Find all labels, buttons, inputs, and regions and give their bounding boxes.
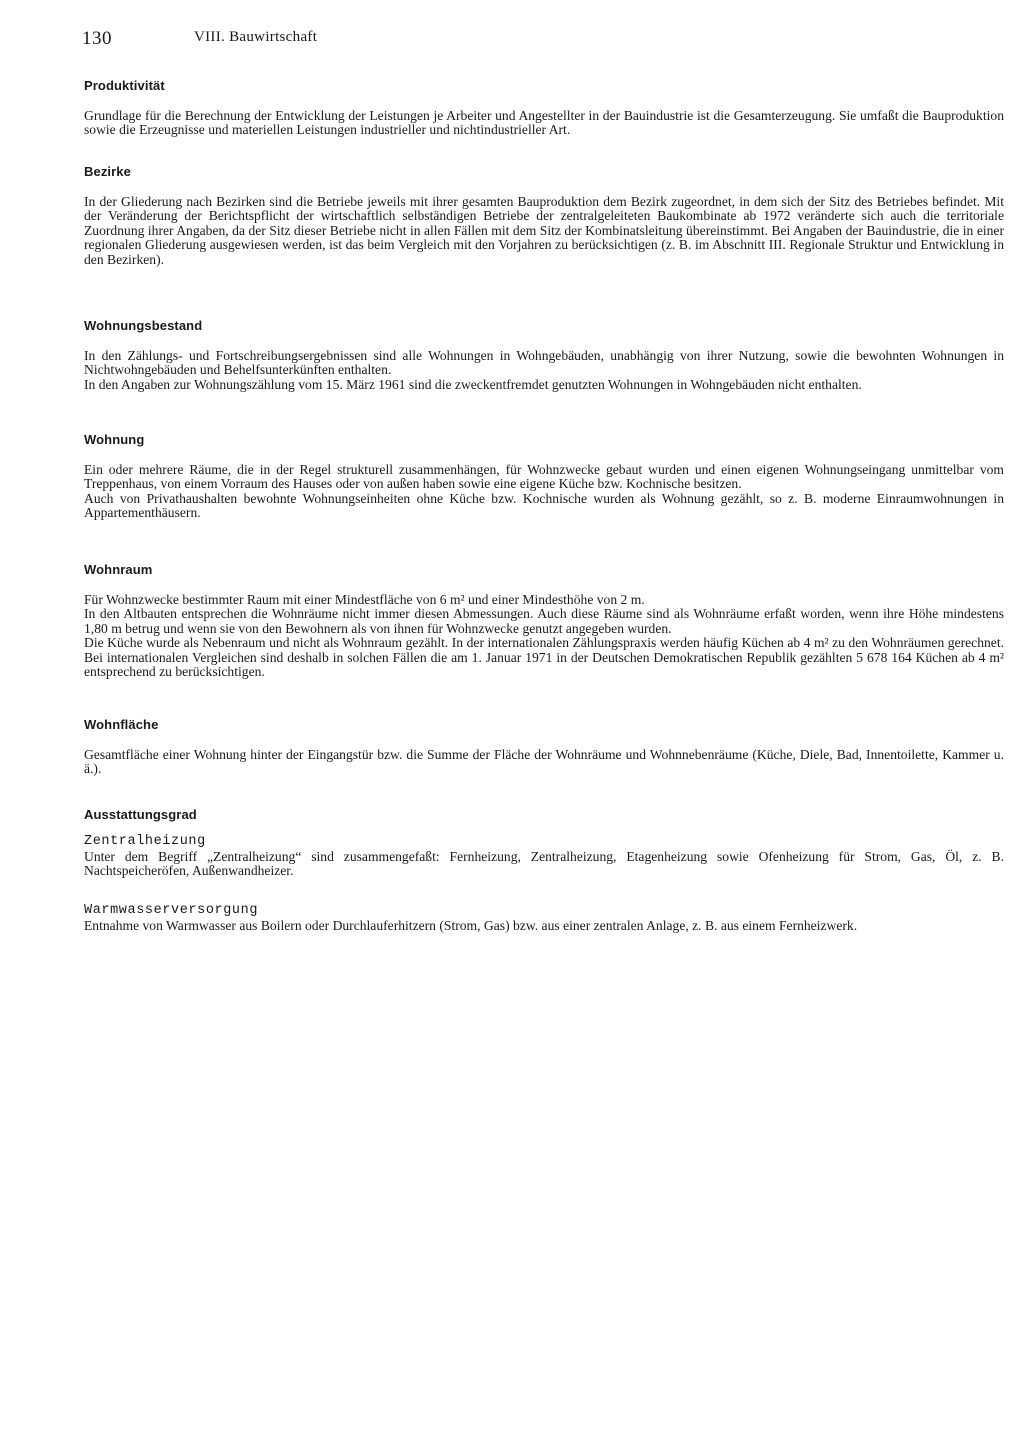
paragraph: In der Gliederung nach Bezirken sind die Betriebe jeweils mit ihrer gesamten Bauproduktion dem Bezirk zugeordnet, in dem sich der Sitz des Betriebes befindet. Mit der Veränderung der Berichtspflicht der wirtschaftlich selbständigen Betriebe der zentralgeleiteten Baukombinate ab 1972 veränderte sich auch die territoriale Zuordnung ihrer Angaben, da der Sitz dieser Betriebe nicht in allen Fällen mit dem Sitz der Kombinatsleitung übereinstimmt. Bei Angaben der Bauindustrie, die in einer regionalen Gliederung ausgewiesen werden, ist das beim Vergleich mit den Vorjahren zu berücksichtigen (z. B. im Abschnitt III. Regionale Struktur und Entwicklung in den Bezirken). xyxy=(84,194,1004,267)
section-heading: Bezirke xyxy=(84,164,131,179)
paragraph: Die Küche wurde als Nebenraum und nicht als Wohnraum gezählt. In der internationalen Zählungspraxis werden häufig Küchen ab 4 m² zu den Wohnräumen gerechnet. Bei internationalen Vergleichen sind deshalb in solchen Fällen die am 1. Januar 1971 in der Deutschen Demokratischen Republik gezählten 5 678 164 Küchen ab 4 m² entsprechend zu berücksichtigen. xyxy=(84,635,1004,680)
section-heading: Wohnraum xyxy=(84,562,153,577)
section-wohnung xyxy=(84,432,1004,521)
page-header xyxy=(82,28,982,54)
section-produktivitaet xyxy=(84,78,1004,138)
section-wohnungsbestand xyxy=(84,318,1004,392)
paragraph: Gesamtfläche einer Wohnung hinter der Eingangstür bzw. die Summe der Fläche der Wohnräume und Wohnnebenräume (Küche, Diele, Bad, Innentoilette, Kammer u. ä.). xyxy=(84,747,1004,777)
section-ausstattungsgrad xyxy=(84,807,1004,933)
section-heading: Wohnung xyxy=(84,432,145,447)
paragraph: Auch von Privathaushalten bewohnte Wohnungseinheiten ohne Küche bzw. Kochnische wurden als Wohnung gezählt, so z. B. moderne Einraumwohnungen in Appartementhäusern. xyxy=(84,490,1004,521)
subheading-warmwasserversorgung: Warmwasserversorgung xyxy=(84,902,259,918)
chapter-title: VIII. Bauwirtschaft xyxy=(194,29,318,45)
section-bezirke xyxy=(84,164,1004,267)
paragraph: Unter dem Begriff „Zentralheizung“ sind zusammengefaßt: Fernheizung, Zentralheizung, Etagenheizung sowie Ofenheizung für Strom, Gas, Öl, z. B. Nachtspeicheröfen, Außenwandheizer. xyxy=(84,849,1004,879)
paragraph: Für Wohnzwecke bestimmter Raum mit einer Mindestfläche von 6 m² und einer Mindesthöhe von 2 m. xyxy=(84,592,645,607)
paragraph: In den Altbauten entsprechen die Wohnräume nicht immer diesen Abmessungen. Auch diese Räume sind als Wohnräume erfaßt worden, wenn ihre Höhe mindestens 1,80 m betrug und wenn sie von den Bewohnern als von ihnen für Wohnzwecke genutzt angegeben wurden. xyxy=(84,606,1004,636)
page-number: 130 xyxy=(82,28,112,49)
paragraph: Ein oder mehrere Räume, die in der Regel strukturell zusammenhängen, für Wohnzwecke gebaut wurden und einen eigenen Wohnungseingang unmittelbar vom Treppenhaus, von einem Vorraum des Hauses oder von außen haben sowie eine eigene Küche bzw. Kochnische besitzen. xyxy=(84,462,1004,492)
section-wohnflaeche xyxy=(84,717,1004,777)
section-heading: Ausstattungsgrad xyxy=(84,807,197,822)
section-heading: Produktivität xyxy=(84,78,165,93)
paragraph: In den Angaben zur Wohnungszählung vom 15. März 1961 sind die zweckentfremdet genutzten Wohnungen in Wohngebäuden nicht enthalten. xyxy=(84,376,862,392)
paragraph: In den Zählungs- und Fortschreibungsergebnissen sind alle Wohnungen in Wohngebäuden, unabhängig von ihrer Nutzung, sowie die bewohnten Wohnungen in Nichtwohngebäuden und Behelfsunterkünften enthalten. xyxy=(84,348,1004,378)
subheading-zentralheizung: Zentralheizung xyxy=(84,834,206,849)
section-wohnraum xyxy=(84,562,1004,679)
section-heading: Wohnungsbestand xyxy=(84,318,203,333)
section-heading: Wohnfläche xyxy=(84,717,159,732)
paragraph: Grundlage für die Berechnung der Entwicklung der Leistungen je Arbeiter und Angestellter in der Bauindustrie ist die Gesamterzeugung. Sie umfaßt die Bauproduktion sowie die Erzeugnisse und materiellen Leistungen industrieller und nichtindustrieller Art. xyxy=(84,108,1004,138)
paragraph: Entnahme von Warmwasser aus Boilern oder Durchlauferhitzern (Strom, Gas) bzw. aus einer zentralen Anlage, z. B. aus einem Fernheizwerk. xyxy=(84,917,858,933)
